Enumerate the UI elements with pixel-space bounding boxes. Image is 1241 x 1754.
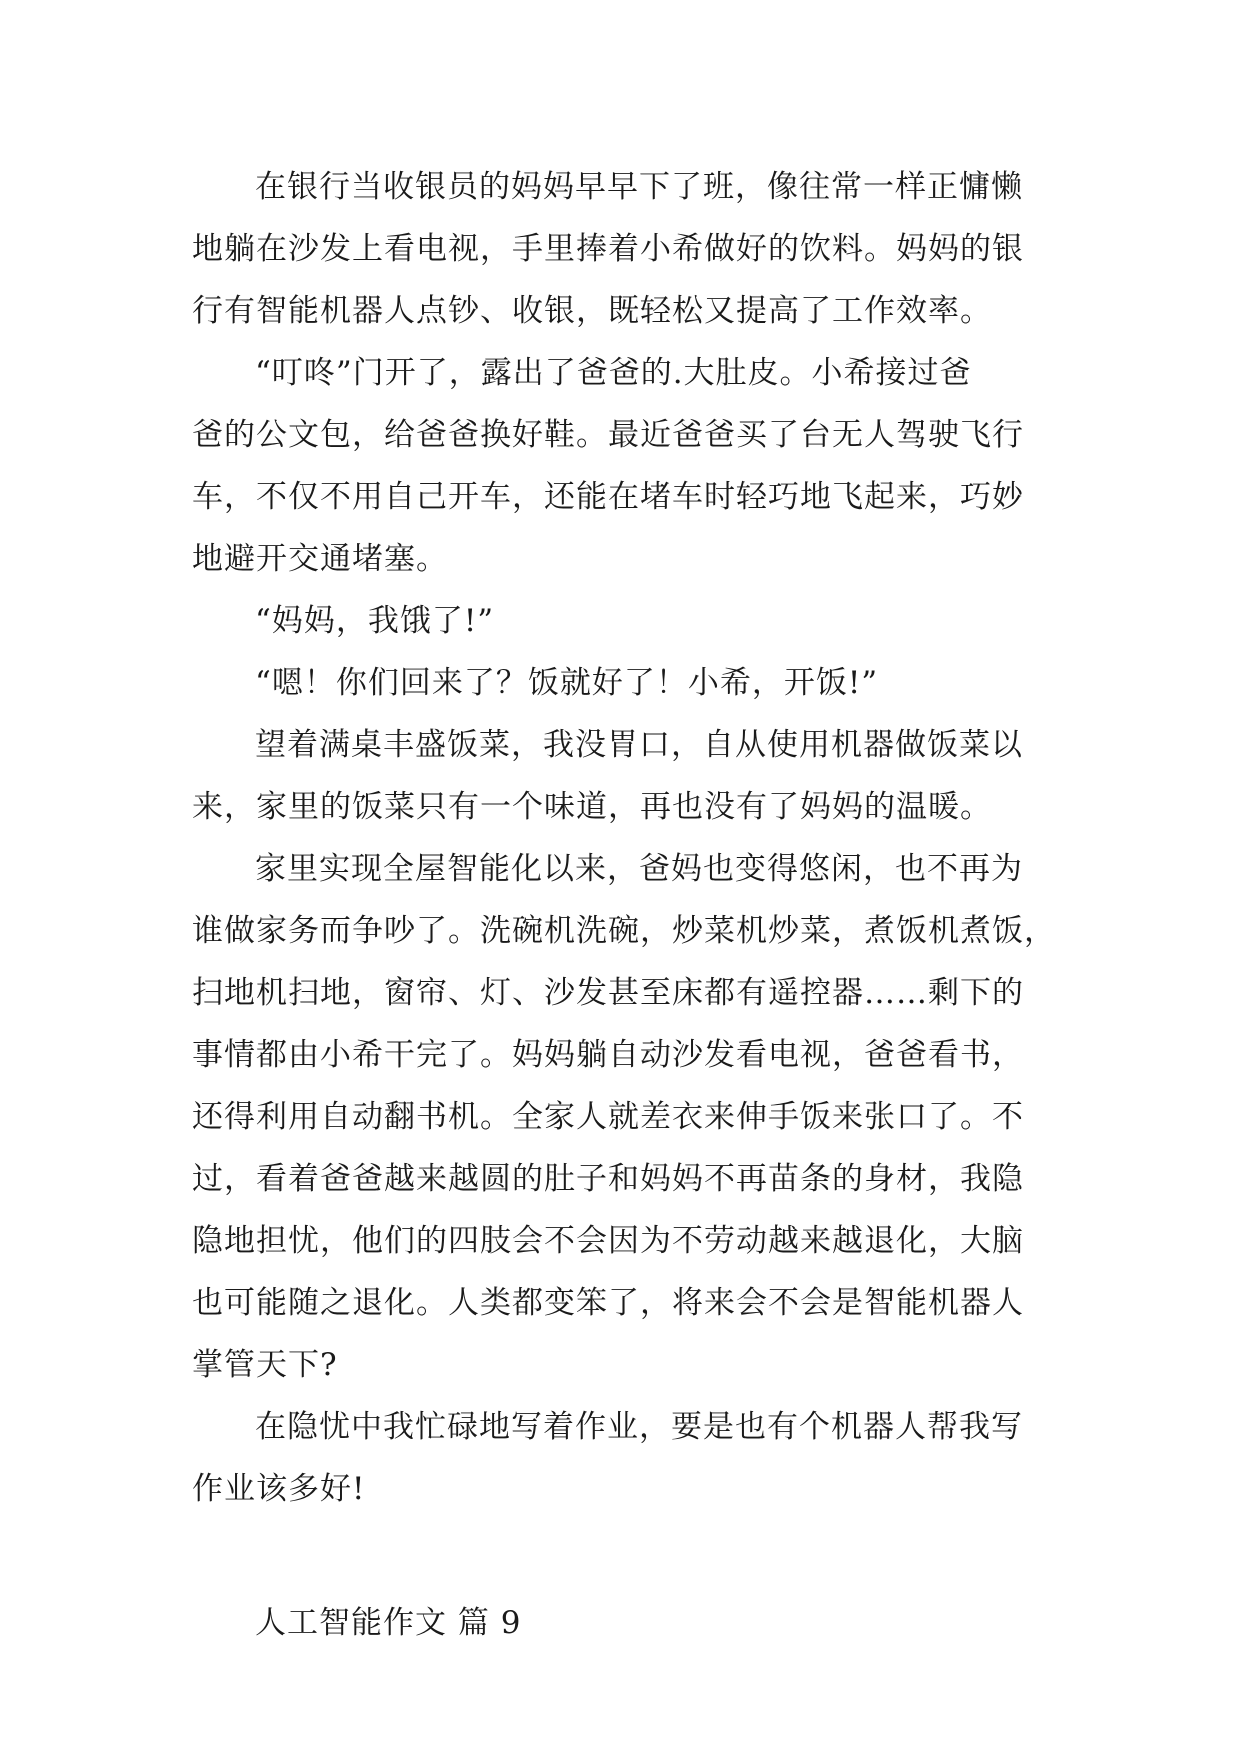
text-line: 车，不仅不用自己开车，还能在堵车时轻巧地飞起来，巧妙 bbox=[192, 479, 1024, 515]
text-line: “嗯！你们回来了？饭就好了！小希，开饭!” bbox=[255, 665, 879, 701]
text-line: 谁做家务而争吵了。洗碗机洗碗，炒菜机炒菜，煮饭机煮饭， bbox=[192, 913, 1056, 949]
text-line: 也可能随之退化。人类都变笨了，将来会不会是智能机器人 bbox=[192, 1285, 1024, 1321]
text-line: 地避开交通堵塞。 bbox=[192, 541, 448, 577]
text-line: 在银行当收银员的妈妈早早下了班，像往常一样正慵懒 bbox=[255, 169, 1023, 205]
text-line: 扫地机扫地，窗帘、灯、沙发甚至床都有遥控器……剩下的 bbox=[192, 975, 1024, 1011]
text-line: 掌管天下? bbox=[192, 1347, 338, 1383]
text-line: “叮咚”门开了，露出了爸爸的.大肚皮。小希接过爸 bbox=[255, 355, 972, 391]
text-line: 隐地担忧，他们的四肢会不会因为不劳动越来越退化，大脑 bbox=[192, 1223, 1024, 1259]
text-line: 地躺在沙发上看电视，手里捧着小希做好的饮料。妈妈的银 bbox=[192, 231, 1024, 267]
section-title: 人工智能作文 篇 9 bbox=[255, 1605, 522, 1641]
text-line: 爸的公文包，给爸爸换好鞋。最近爸爸买了台无人驾驶飞行 bbox=[192, 417, 1024, 453]
text-line: 在隐忧中我忙碌地写着作业，要是也有个机器人帮我写 bbox=[255, 1409, 1023, 1445]
text-line: 来，家里的饭菜只有一个味道，再也没有了妈妈的温暖。 bbox=[192, 789, 992, 825]
text-line: 过，看着爸爸越来越圆的肚子和妈妈不再苗条的身材，我隐 bbox=[192, 1161, 1024, 1197]
text-line: 家里实现全屋智能化以来，爸妈也变得悠闲，也不再为 bbox=[255, 851, 1023, 887]
text-line: 还得利用自动翻书机。全家人就差衣来伸手饭来张口了。不 bbox=[192, 1099, 1024, 1135]
text-line: 望着满桌丰盛饭菜，我没胃口，自从使用机器做饭菜以 bbox=[255, 727, 1023, 763]
text-line: 作业该多好! bbox=[192, 1471, 366, 1507]
text-line: “妈妈，我饿了!” bbox=[255, 603, 495, 639]
text-line: 事情都由小希干完了。妈妈躺自动沙发看电视，爸爸看书， bbox=[192, 1037, 1024, 1073]
text-line: 行有智能机器人点钞、收银，既轻松又提高了工作效率。 bbox=[192, 293, 992, 329]
